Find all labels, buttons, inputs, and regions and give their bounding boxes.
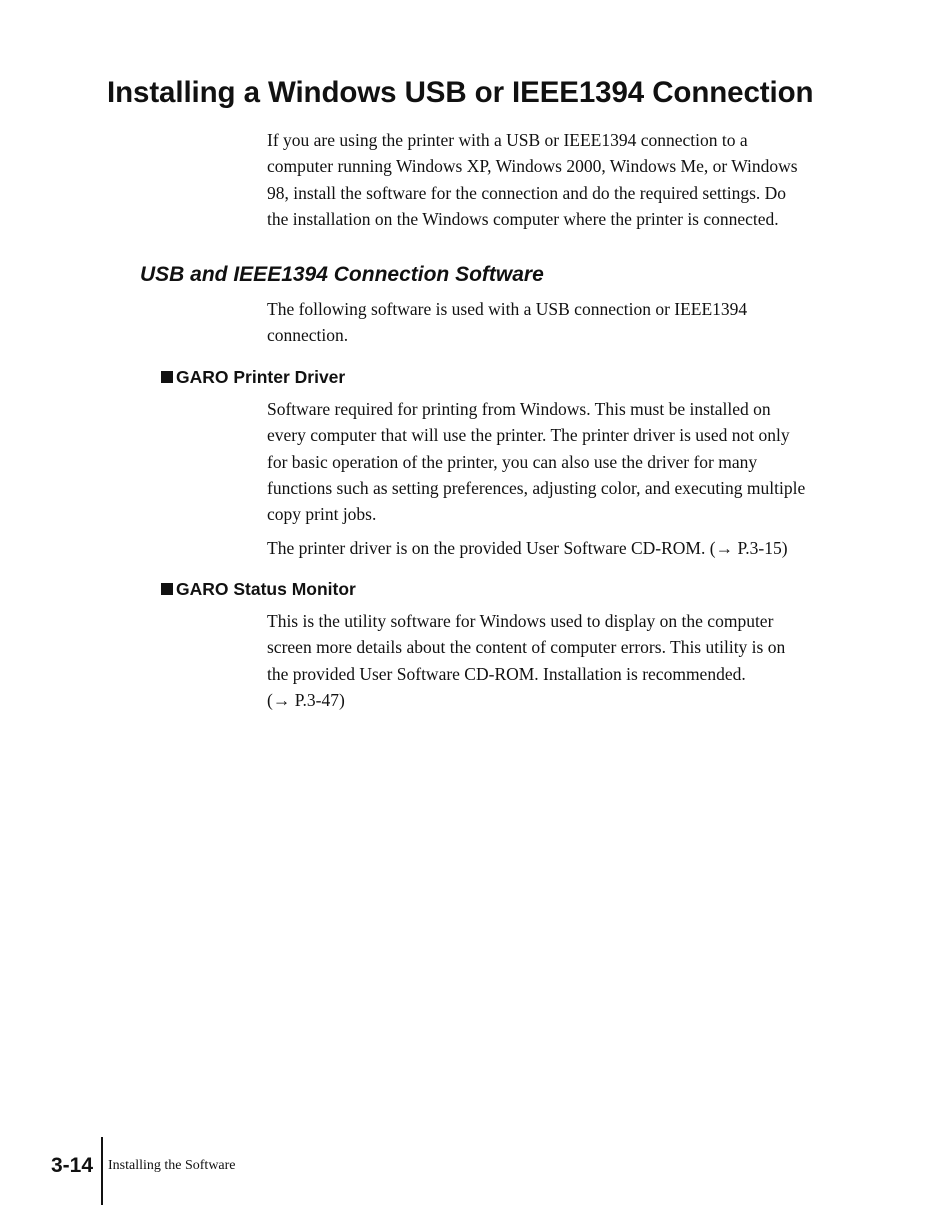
monitor-line: the provided User Software CD-ROM. Installation is recommended. <box>267 663 746 684</box>
page-title: Installing a Windows USB or IEEE1394 Connection <box>107 76 814 109</box>
section-intro-line: The following software is used with a USB connection or IEEE1394 <box>267 299 748 319</box>
printer-driver-description <box>267 396 847 527</box>
status-monitor-description <box>267 608 847 713</box>
status-monitor-heading-text: GARO Status Monitor <box>176 579 356 599</box>
footer-divider <box>101 1137 103 1205</box>
chapter-title: Installing the Software <box>108 1158 236 1173</box>
driver-location-line: The printer driver is on the provided User Software CD-ROM. (→ P.3-15) <box>267 538 788 558</box>
intro-line: the installation on the Windows computer where the printer is connected. <box>267 208 779 229</box>
printer-driver-location <box>267 535 847 561</box>
square-bullet-icon <box>161 583 173 595</box>
intro-line: computer running Windows XP, Windows 2000, Windows Me, or Windows <box>267 156 798 177</box>
printer-driver-heading <box>161 365 345 389</box>
intro-line: If you are using the printer with a USB or IEEE1394 connection to a <box>267 130 748 150</box>
monitor-line: (→ P.3-47) <box>267 689 345 710</box>
driver-line: functions such as setting preferences, adjusting color, and executing multiple <box>267 477 806 498</box>
intro-paragraph <box>267 127 847 232</box>
printer-driver-heading-text: GARO Printer Driver <box>176 367 346 387</box>
driver-line: copy print jobs. <box>267 504 377 525</box>
driver-line: Software required for printing from Windows. This must be installed on <box>267 399 771 419</box>
page-number: 3-14 <box>51 1154 94 1177</box>
monitor-line: This is the utility software for Windows used to display on the computer <box>267 611 774 631</box>
square-bullet-icon <box>161 371 173 383</box>
section-intro-line: connection. <box>267 325 349 346</box>
driver-line: for basic operation of the printer, you can also use the driver for many <box>267 451 758 472</box>
driver-line: every computer that will use the printer. The printer driver is used not only <box>267 425 790 446</box>
section-heading: USB and IEEE1394 Connection Software <box>140 263 544 286</box>
status-monitor-heading <box>161 577 356 601</box>
monitor-line: screen more details about the content of computer errors. This utility is on <box>267 637 786 658</box>
section-intro-paragraph <box>267 296 847 349</box>
intro-line: 98, install the software for the connection and do the required settings. Do <box>267 182 787 203</box>
